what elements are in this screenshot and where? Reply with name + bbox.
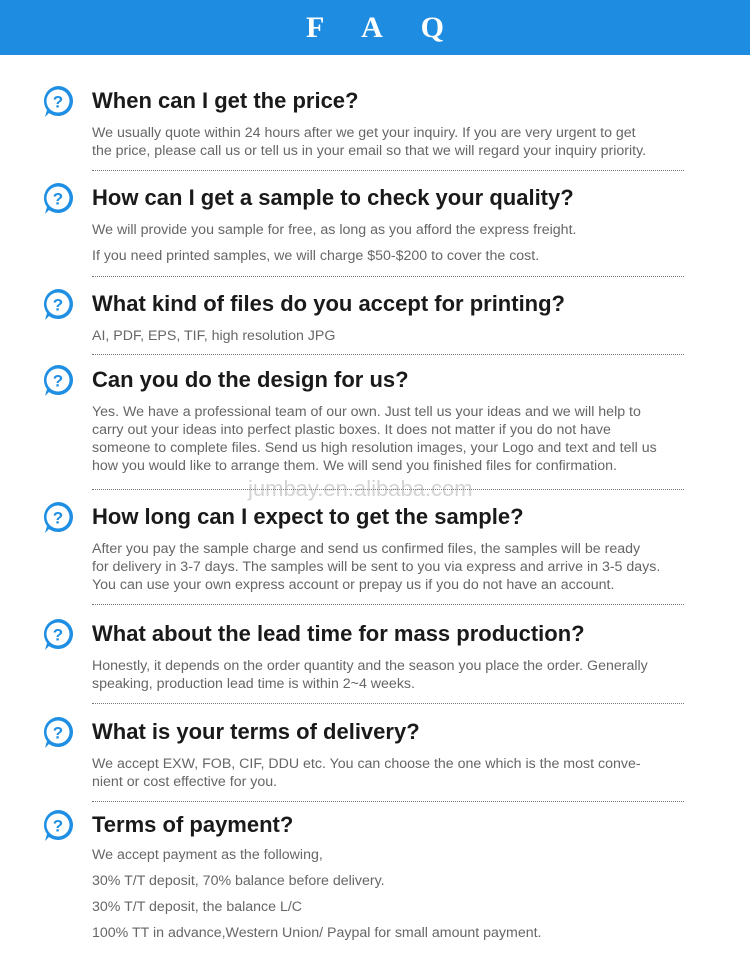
faq-answer (92, 221, 692, 265)
question-icon (40, 181, 76, 217)
answer-line: 100% TT in advance,Western Union/ Paypal for small amount payment. (92, 925, 542, 941)
question-icon (40, 617, 76, 653)
answer-line: someone to complete files. Send us high resolution images, your Logo and text and tell us (92, 440, 657, 456)
svg-text:?: ? (52, 723, 64, 743)
dotted-divider (92, 604, 684, 605)
answer-line: how you would like to arrange them. We will send you finished files for confirmation. (92, 458, 617, 474)
faq-answer (92, 124, 692, 160)
answer-line: carry out your ideas into perfect plastic boxes. It does not matter if you do not have (92, 422, 611, 438)
answer-line: Honestly, it depends on the order quantity and the season you place the order. Generally (92, 658, 648, 674)
faq-question: What about the lead time for mass production? (92, 621, 585, 646)
answer-line: We will provide you sample for free, as long as you afford the express freight. (92, 222, 577, 238)
svg-text:?: ? (52, 189, 64, 209)
faq-question: When can I get the price? (92, 88, 359, 113)
faq-question: How long can I expect to get the sample? (92, 504, 524, 529)
answer-line: for delivery in 3-7 days. The samples will be sent to you via express and arrive in 3-5 days. (92, 559, 661, 575)
dotted-divider (92, 170, 684, 171)
svg-text:?: ? (52, 508, 64, 528)
faq-answer (92, 327, 692, 345)
question-icon (40, 84, 76, 120)
svg-text:?: ? (52, 625, 64, 645)
dotted-divider (92, 703, 684, 704)
question-icon (40, 287, 76, 323)
faq-answer (92, 540, 692, 594)
answer-line: After you pay the sample charge and send us confirmed files, the samples will be ready (92, 541, 641, 557)
question-icon (40, 715, 76, 751)
svg-text:?: ? (52, 816, 64, 836)
faq-question: What is your terms of delivery? (92, 719, 420, 744)
answer-line: We usually quote within 24 hours after we get your inquiry. If you are very urgent to get (92, 125, 636, 141)
answer-line: We accept payment as the following, (92, 847, 323, 863)
dotted-divider (92, 354, 684, 355)
header-title: F A Q (306, 10, 460, 44)
dotted-divider (92, 801, 684, 802)
svg-text:?: ? (52, 295, 64, 315)
dotted-divider (92, 276, 684, 277)
svg-text:?: ? (52, 92, 64, 112)
faq-question: Terms of payment? (92, 812, 294, 837)
svg-text:?: ? (52, 371, 64, 391)
answer-line: Yes. We have a professional team of our own. Just tell us your ideas and we will help to (92, 404, 641, 420)
answer-line: AI, PDF, EPS, TIF, high resolution JPG (92, 328, 336, 344)
answer-line: speaking, production lead time is within 2~4 weeks. (92, 676, 415, 692)
faq-answer (92, 755, 692, 791)
answer-line: If you need printed samples, we will charge $50-$200 to cover the cost. (92, 248, 540, 264)
dotted-divider (92, 489, 684, 490)
faq-header-bar (0, 0, 750, 55)
answer-line: nient or cost effective for you. (92, 774, 278, 790)
watermark-text: jumbay.en.alibaba.com (248, 476, 473, 501)
faq-question: What kind of files do you accept for printing? (92, 291, 565, 316)
answer-line: We accept EXW, FOB, CIF, DDU etc. You can choose the one which is the most conve- (92, 756, 641, 772)
answer-line: 30% T/T deposit, the balance L/C (92, 899, 303, 915)
question-icon (40, 808, 76, 844)
answer-line: 30% T/T deposit, 70% balance before delivery. (92, 873, 385, 889)
faq-question: How can I get a sample to check your quality? (92, 185, 574, 210)
faq-answer (92, 403, 692, 475)
faq-question: Can you do the design for us? (92, 367, 409, 392)
faq-answer (92, 657, 692, 693)
answer-line: You can use your own express account or prepay us if you do not have an account. (92, 577, 615, 593)
question-icon (40, 363, 76, 399)
question-icon (40, 500, 76, 536)
faq-answer (92, 846, 692, 942)
answer-line: the price, please call us or tell us in your email so that we will regard your inquiry priority. (92, 143, 647, 159)
